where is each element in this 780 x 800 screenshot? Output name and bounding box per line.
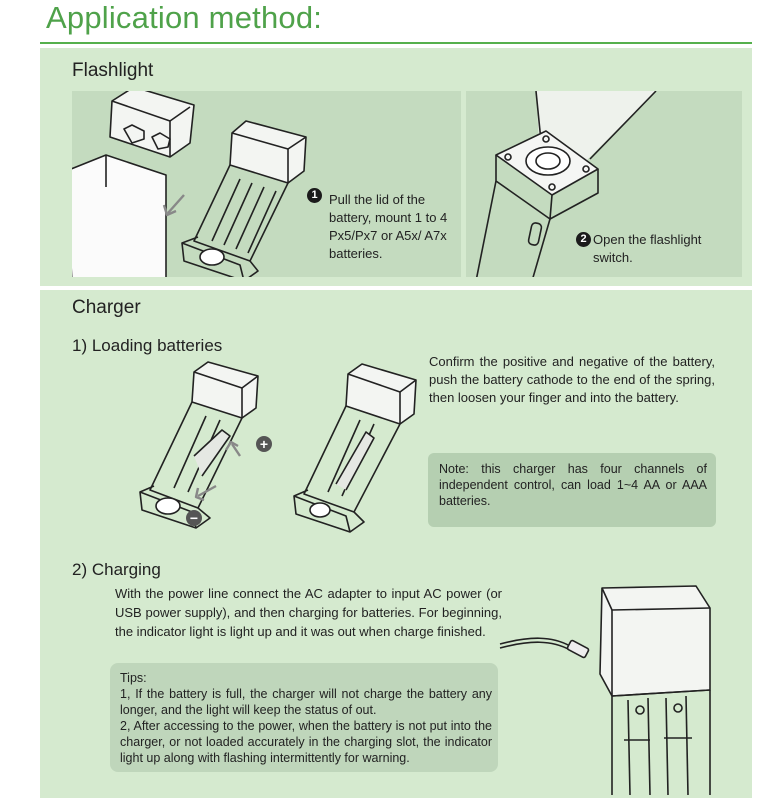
- minus-symbol: −: [189, 510, 199, 526]
- step-1-badge: 1: [307, 188, 322, 203]
- flashlight-panel: [40, 48, 752, 286]
- tips-box: [110, 663, 498, 772]
- note-text: Note: this charger has four channels of independent control, can load 1~4 AA or AAA batteries.: [439, 462, 707, 508]
- plus-symbol: +: [259, 436, 269, 452]
- charging-heading: 2) Charging: [72, 560, 161, 579]
- loading-description: Confirm the positive and negative of the battery, push the battery cathode to the end of the spring, then loosen your finger and into the battery.: [429, 354, 715, 405]
- tips-label: Tips:: [120, 671, 147, 685]
- loading-batteries-heading: 1) Loading batteries: [72, 336, 223, 355]
- charger-heading: Charger: [72, 297, 141, 318]
- charging-adapter-drawing: [500, 580, 750, 795]
- charger-panel: [40, 290, 752, 798]
- step-2-text: Open the flashlight switch.: [593, 232, 702, 265]
- flashlight-heading: Flashlight: [72, 60, 154, 81]
- note-box: [428, 453, 716, 527]
- step-1-text: Pull the lid of the battery, mount 1 to 4 Px5/Px7 or A5x/ A7x batteries.: [329, 192, 448, 261]
- tip-2: 2, After accessing to the power, when the battery is not put into the charger, or not loaded accurately in the charging slot, the indicator light up along with flashing intermittently for warning.: [120, 719, 492, 765]
- tip-1: 1, If the battery is full, the charger will not charge the battery any longer, and the light will keep the status of out.: [120, 687, 492, 717]
- charging-description: With the power line connect the AC adapter to input AC power (or USB power supply), and then charging for batteries. For beginning, the indicator light is light up and it was out when charge finished.: [115, 586, 502, 639]
- page-title: Application method:: [46, 0, 323, 35]
- title-divider: [40, 42, 752, 44]
- loading-batteries-drawing: [98, 360, 428, 540]
- step-2-badge: 2: [576, 232, 591, 247]
